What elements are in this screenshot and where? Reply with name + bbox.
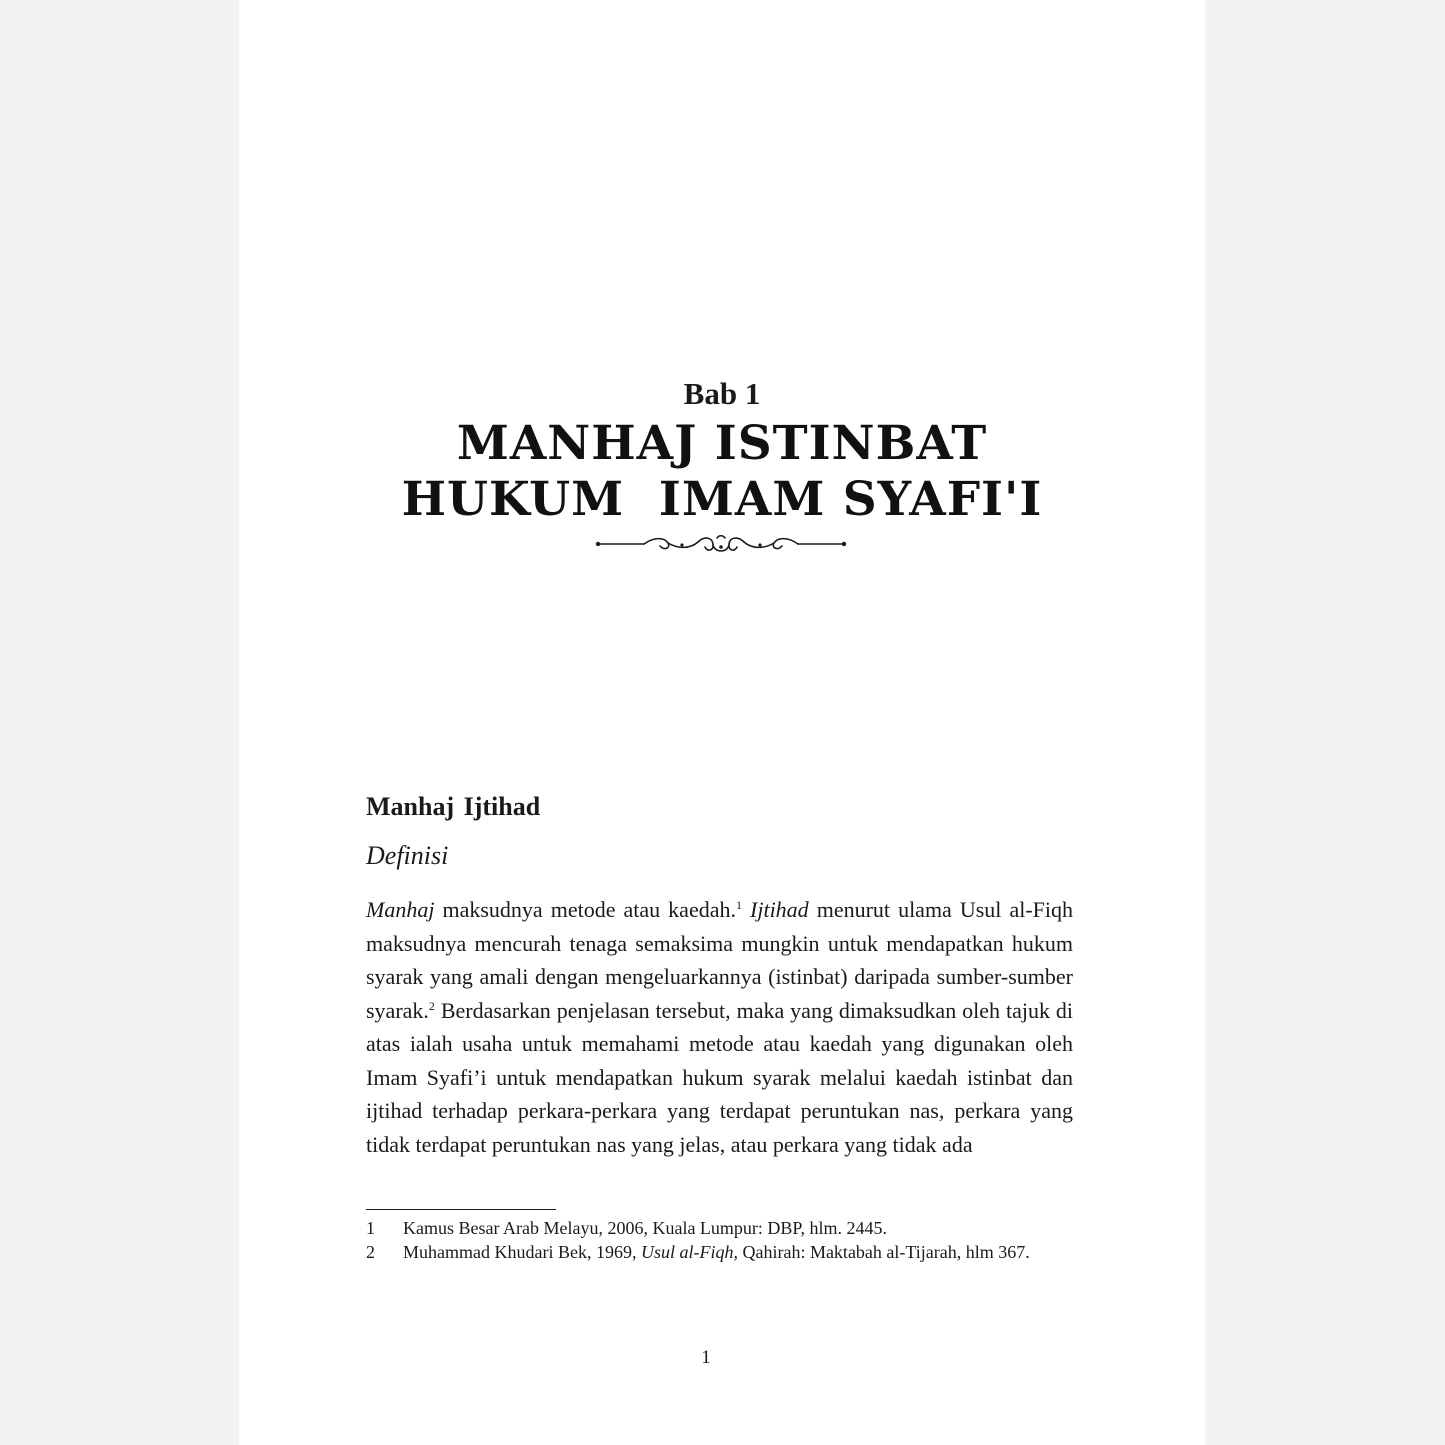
footnote-item	[366, 1216, 1073, 1240]
book-page	[239, 0, 1205, 1445]
chapter-title	[239, 416, 1205, 528]
flourish-divider-icon	[594, 533, 848, 557]
footnote-book-title: Usul al-Fiqh	[640, 1242, 734, 1262]
paragraph-space	[742, 897, 750, 922]
footnote-text-part: , Qahirah: Maktabah al-Tijarah, hlm 367.	[733, 1242, 1030, 1262]
section-heading: Manhaj Ijtihad	[366, 792, 541, 821]
paragraph-text: menurut ulama Usul al-Fiqh maksudnya mencurah tenaga semaksima mungkin untuk mendapatkan hukum syarak yang amali dengan mengeluarkannya (istinbat) daripada sumber-sumber syarak.	[366, 897, 1073, 1023]
footnote-number: 1	[366, 1218, 375, 1238]
page-number: 1	[701, 1347, 711, 1368]
footnote-text: Kamus Besar Arab Melayu, 2006, Kuala Lumpur: DBP, hlm. 2445.	[403, 1218, 887, 1238]
term-ijtihad: Ijtihad	[750, 897, 809, 922]
chapter-label: Bab 1	[683, 376, 761, 411]
footnote-text-part: Muhammad Khudari Bek, 1969,	[403, 1242, 641, 1262]
footnote-divider	[366, 1209, 556, 1210]
footnote-number: 2	[366, 1242, 375, 1262]
chapter-title-line-2: HUKUM IMAM SYAFI'I	[401, 472, 1043, 527]
body-paragraph	[366, 893, 1073, 1161]
footnote-ref-2[interactable]: 2	[428, 998, 435, 1013]
footnote-item	[366, 1240, 1073, 1264]
sub-heading: Definisi	[366, 841, 449, 870]
paragraph-text: maksudnya metode atau kaedah.	[434, 897, 736, 922]
paragraph-text: Berdasarkan penjelasan tersebut, maka yang dimaksudkan oleh tajuk di atas ialah usaha untuk memahami metode atau kaedah yang digunakan oleh Imam Syafi’i untuk mendapatkan hukum syarak melalui kaedah istinbat dan ijtihad terhadap perkara-perkara yang terdapat peruntukan nas, perkara yang tidak terdapat peruntukan nas yang jelas, atau perkara yang tidak ada	[366, 997, 1073, 1157]
footnotes	[366, 1216, 1073, 1264]
footnote-text	[403, 1240, 1073, 1264]
footnote-ref-1[interactable]: 1	[735, 898, 742, 912]
term-manhaj: Manhaj	[366, 897, 435, 922]
chapter-title-line-1: MANHAJ ISTINBAT	[456, 416, 988, 471]
